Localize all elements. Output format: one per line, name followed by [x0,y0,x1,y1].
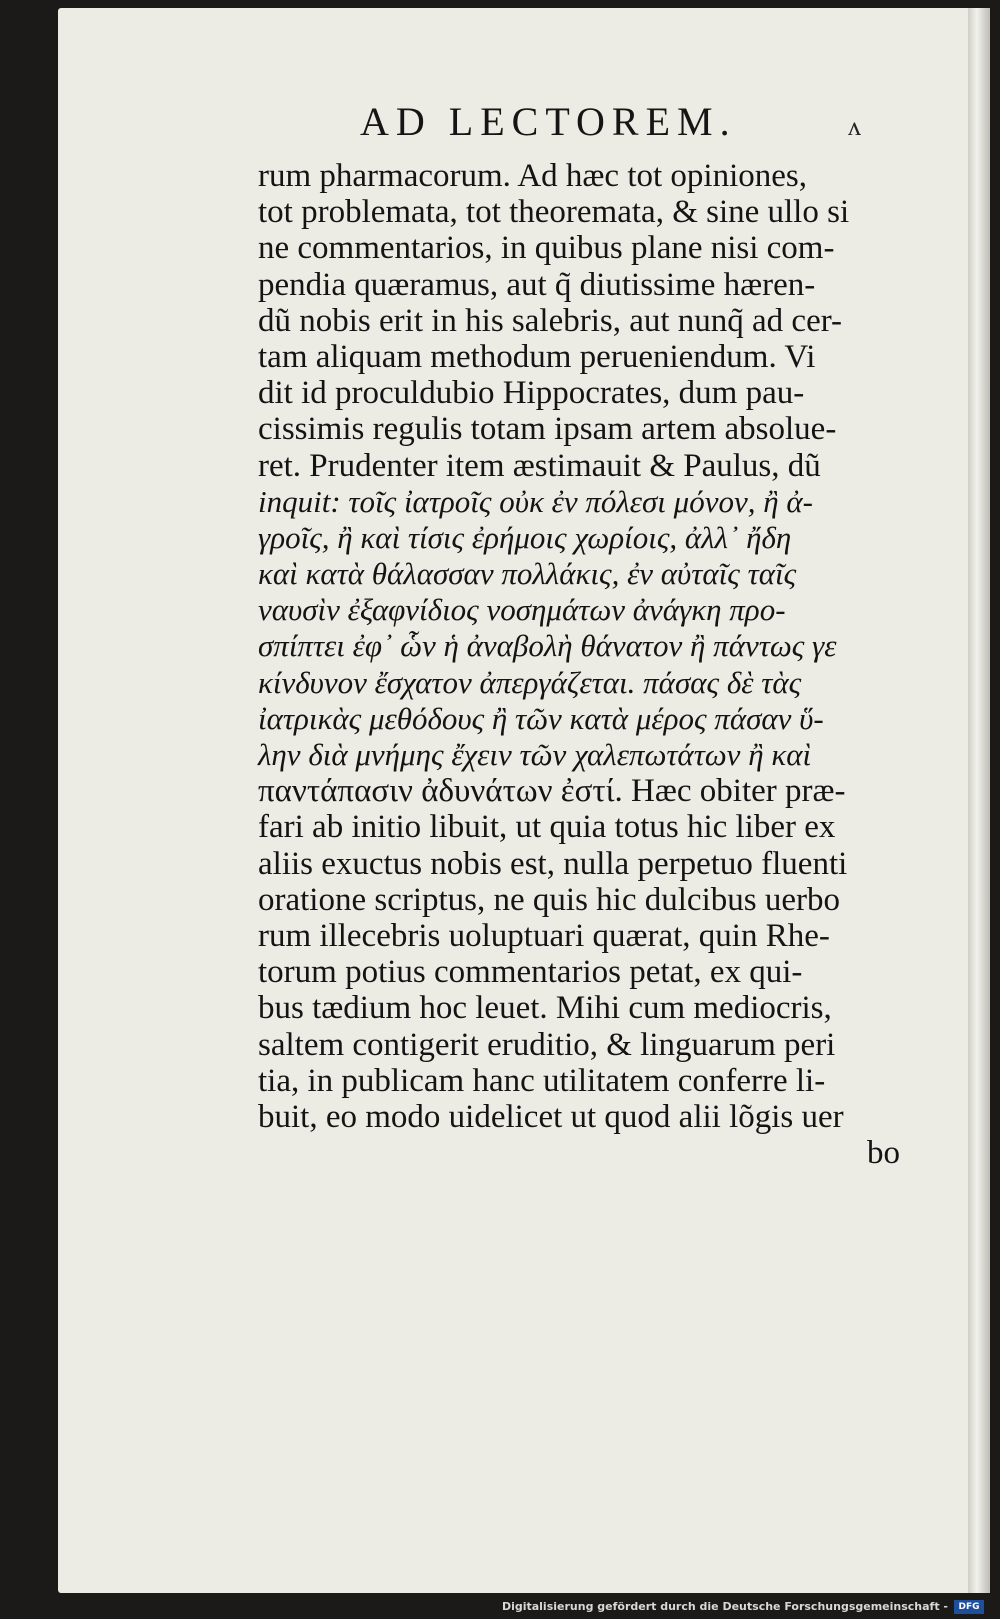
text-line: ret. Prudenter item æstimauit & Paulus, dũ [258,447,821,484]
text-line: saltem contigerit eruditio, & linguarum peri [258,1026,836,1063]
greek-line: ἰατρικὰς μεθόδους ἢ τῶν κατὰ μέρος πάσαν ὕ- [258,700,824,736]
greek-line: σπίπτει ἐφ᾽ ὧν ἡ ἀναβολὴ θάνατον ἢ πάντως γε [258,628,837,664]
greek-line: καὶ κατὰ θάλασσαν πολλάκις, ἐν αὐταῖς ταῖς [258,556,797,592]
greek-line: κίνδυνον ἔσχατον ἀπεργάζεται. πάσας δὲ τὰς [258,664,802,700]
text-line: oratione scriptus, ne quis hic dulcibus uerbo [258,881,840,918]
text-line: rum pharmacorum. Ad hæc tot opiniones, [258,158,807,194]
text-line: rum illecebris uoluptuari quærat, quin Rhe- [258,917,830,954]
text-line: aliis exuctus nobis est, nulla perpetuo fluenti [258,845,848,882]
text-line: bus tædium hoc leuet. Mihi cum mediocris, [258,990,832,1027]
text-line: buit, eo modo uidelicet ut quod alii lõgis uer [258,1098,844,1135]
page-edge [968,8,990,1593]
text-line: torum potius commentarios petat, ex qui- [258,954,803,991]
text-line: ne commentarios, in quibus plane nisi com- [258,230,835,267]
body-text [258,158,918,1171]
text-line: tia, in publicam hanc utilitatem conferre li- [258,1062,826,1099]
text-line: fari ab initio libuit, ut quia totus hic liber ex [258,809,836,846]
text-line: cissimis regulis totam ipsam artem absolue- [258,411,837,448]
text-line: tam aliquam methodum perueniendum. Vi [258,338,816,375]
text-line: παντάπασιν ἀδυνάτων ἐστί. Hæc obiter præ- [258,773,846,810]
text-line: dit id proculdubio Hippocrates, dum pau- [258,375,805,412]
dfg-logo-icon: DFG [954,1600,984,1614]
text-line: tot problemata, tot theoremata, & sine ullo si [258,194,850,231]
folio-mark: ᴧ [848,112,861,141]
catchword: bo [867,1135,900,1172]
greek-line: ναυσὶν ἐξαφνίδιος νοσημάτων ἀνάγκη προ- [258,592,786,628]
footer-bar [0,1593,1000,1619]
text-line: pendia quæramus, aut q̃ diutissime hæren- [258,266,816,303]
text-line: dũ nobis erit in his salebris, aut nunq̃ ad cer- [258,302,843,339]
greek-line: inquit: τοῖς ἰατροῖς οὐκ ἐν πόλεσι μόνον, ἢ ἀ- [258,483,813,519]
running-head: AD LECTOREM. [360,99,737,144]
funding-credit: Digitalisierung gefördert durch die Deutsche Forschungsgemeinschaft - [501,1600,948,1613]
greek-line: λην διὰ μνήμης ἔχειν τῶν χαλεπωτάτων ἢ καὶ [258,737,812,772]
greek-line: γροῖς, ἢ καὶ τίσις ἐρήμοις χωρίοις, ἀλλ᾽ ἤδη [258,519,792,555]
